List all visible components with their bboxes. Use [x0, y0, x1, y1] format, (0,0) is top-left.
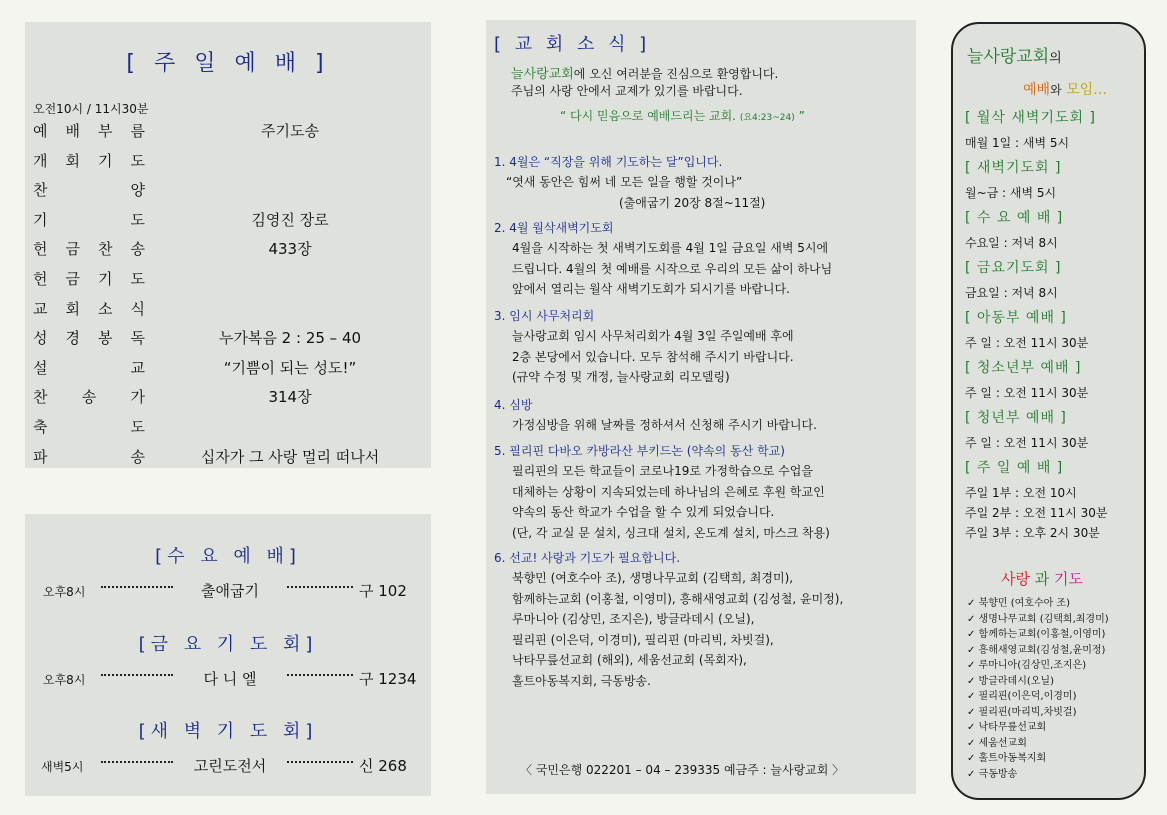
midweek-row [25, 580, 431, 602]
schedule-section-title: [ 수 요 예 배 ] [965, 210, 1064, 226]
order-row [33, 357, 423, 385]
news-item-line: (출애굽기 20장 8절~11절) [619, 195, 766, 210]
prayer-list-item: ✓ 필리핀(이은덕,이경미) [967, 691, 1077, 702]
midweek-book: 고린도전서 [193, 757, 267, 775]
news-item-line: 2층 본당에서 있습니다. 모두 참석해 주시기 바랍니다. [512, 349, 794, 364]
schedule-section-title: [ 월삭 새벽기도회 ] [965, 110, 1096, 126]
prayer-list-item: ✓ 생명나무교회 (김택희,최경미) [967, 613, 1109, 625]
dotted-leader [101, 586, 173, 590]
midweek-time: 오후8시 [43, 585, 86, 599]
prayer-list-item: ✓ 흥해새영교회(김성철,윤미정) [967, 644, 1106, 656]
order-value: 314장 [268, 388, 312, 407]
schedule-time: 수요일 : 저녁 8시 [965, 236, 1058, 250]
dotted-leader [101, 674, 173, 678]
order-value: 십자가 그 사랑 멀리 떠나서 [200, 447, 380, 466]
news-item-line: 함께하는교회 (이홍철, 이영미), 흥해새영교회 (김성철, 윤미정), [512, 591, 844, 606]
prayer-list-item: ✓ 홀트아동복지회 [967, 753, 1047, 764]
news-item-heading: 1. 4월은 “직장을 위해 기도하는 달”입니다. [494, 155, 723, 169]
prayer-heading: 사랑 과 기도 [1001, 570, 1084, 588]
order-row [33, 238, 423, 266]
schedule-section-title: [ 청년부 예배 ] [965, 410, 1067, 426]
schedule-time: 주일 1부 : 오전 10시 [965, 486, 1077, 500]
news-item-line: 홀트아동복지회, 극동방송. [512, 673, 651, 688]
order-label: 개 회 기 도 [33, 151, 145, 170]
welcome-line-2: 주님의 사랑 안에서 교제가 있기를 바랍니다. [511, 84, 743, 98]
schedule-time: 주 일 : 오전 11시 30분 [965, 436, 1089, 450]
order-row [33, 446, 423, 474]
sidebar-heading: 늘사랑교회의 [967, 47, 1062, 67]
order-label: 헌 금 찬 송 [33, 240, 145, 259]
order-value: 433장 [268, 240, 312, 259]
church-news-title: [ 교 회 소 식 ] [494, 34, 651, 55]
news-item-heading: 2. 4월 월삭새벽기도회 [494, 221, 614, 235]
dotted-leader [287, 674, 353, 678]
news-item-line: 대체하는 상황이 지속되었는데 하나님의 은혜로 후원 학교인 [512, 484, 825, 499]
midweek-book: 다 니 엘 [203, 670, 257, 688]
news-item-line: 4월을 시작하는 첫 새벽기도회를 4월 1일 금요일 새벽 5시에 [512, 241, 829, 255]
schedule-time: 주일 3부 : 오후 2시 30분 [965, 526, 1100, 540]
order-row [33, 298, 423, 326]
news-item-heading: 5. 필리핀 다바오 카방라산 부키드논 (약속의 동산 학교) [494, 444, 785, 458]
news-item-line: 드립니다. 4월의 첫 예배를 시작으로 우리의 모든 삶이 하나님 [512, 261, 833, 276]
news-item-line: 낙타무릎선교회 (해외), 세움선교회 (목회자), [512, 653, 747, 667]
church-news-panel [486, 20, 916, 794]
order-row [33, 120, 423, 148]
sunday-worship-title: [ 주 일 예 배 ] [126, 51, 330, 76]
midweek-row [25, 668, 431, 690]
news-item [494, 442, 910, 540]
prayer-list-item: ✓ 낙타무릎선교회 [967, 722, 1047, 733]
news-item-line: 필리핀 (이은덕, 이경미), 필리핀 (마리빅, 차빗걸), [512, 632, 774, 647]
news-item [494, 549, 910, 688]
prayer-list-item: ✓ 북향민 (여호수아 조) [967, 598, 1070, 609]
news-item-line: 앞에서 열리는 월삭 새벽기도회가 되시기를 바랍니다. [512, 282, 790, 296]
order-label: 성 경 봉 독 [33, 329, 145, 348]
news-item-heading: 6. 선교! 사랑과 기도가 필요합니다. [494, 551, 681, 565]
order-value: 김영진 장로 [251, 210, 329, 229]
order-label: 축 도 [33, 418, 145, 436]
dotted-leader [287, 761, 353, 765]
schedule-time: 주일 2부 : 오전 11시 30분 [965, 506, 1108, 520]
schedule-time: 주 일 : 오전 11시 30분 [965, 386, 1089, 400]
order-value: 누가복음 2 : 25 – 40 [218, 329, 362, 348]
order-row [33, 386, 423, 414]
order-label: 헌 금 기 도 [33, 270, 145, 288]
prayer-list-item: ✓ 함께하는교회(이홍철,이영미) [967, 629, 1106, 640]
midweek-book: 출애굽기 [201, 582, 259, 600]
news-item-line: (규약 수정 및 개정, 늘사랑교회 리모델링) [512, 370, 730, 384]
news-item-line: “엿새 동안은 힘써 네 모든 일을 행할 것이나” [506, 175, 743, 189]
news-item-line: 루마니아 (김상민, 조지은), 방글라데시 (오닐), [512, 612, 755, 626]
order-label: 찬 양 [33, 181, 145, 200]
schedule-time: 주 일 : 오전 11시 30분 [965, 336, 1089, 350]
welcome-line-1: 늘사랑교회에 오신 여러분을 진심으로 환영합니다. [511, 67, 779, 82]
order-label: 예 배 부 름 [33, 122, 145, 140]
midweek-time: 새벽5시 [41, 760, 84, 774]
order-row [33, 327, 423, 355]
midweek-reference: 구 102 [359, 582, 407, 600]
news-item-line: 늘사랑교회 임시 사무처리회가 4월 3일 주일예배 후에 [512, 329, 794, 343]
order-row [33, 179, 423, 207]
schedule-time: 매월 1일 : 새벽 5시 [965, 136, 1070, 150]
order-row [33, 268, 423, 296]
news-item [494, 153, 910, 210]
midweek-row [25, 755, 431, 777]
sidebar-subheading: 예배와 모임… [1023, 82, 1108, 98]
church-name: 늘사랑교회 [511, 67, 574, 82]
news-item [494, 219, 910, 296]
midweek-title: [새 벽 기 도 회] [138, 721, 318, 742]
news-item-line: 필리핀의 모든 학교들이 코로나19로 가정학습으로 수업을 [512, 464, 813, 478]
midweek-time: 오후8시 [43, 673, 86, 687]
prayer-list-item: ✓ 필리핀(마리빅,차빗걸) [967, 706, 1077, 718]
order-value: “기쁨이 되는 성도!” [223, 358, 357, 377]
church-motto: “ 다시 믿음으로 예배드리는 교회. (요4:23~24) ” [560, 109, 805, 123]
midweek-title: [금 요 기 도 회] [138, 634, 318, 655]
news-item-line: 북향민 (여호수아 조), 생명나무교회 (김택희, 최경미), [512, 571, 794, 585]
schedule-section-title: [ 주 일 예 배 ] [965, 460, 1064, 476]
order-label: 교 회 소 식 [33, 299, 145, 318]
schedule-section-title: [ 청소년부 예배 ] [965, 360, 1082, 376]
order-label: 기 도 [33, 210, 145, 229]
sunday-worship-panel [25, 22, 431, 468]
news-item-line: 가정심방을 위해 날짜를 정하셔서 신청해 주시기 바랍니다. [512, 418, 817, 432]
news-item [494, 307, 910, 384]
order-label: 찬 송 가 [33, 388, 145, 407]
prayer-list-item: ✓ 극동방송 [967, 768, 1018, 780]
schedule-sidebar [951, 22, 1146, 800]
order-row [33, 150, 423, 178]
news-item-heading: 4. 심방 [494, 398, 533, 412]
midweek-services-panel [25, 514, 431, 796]
midweek-reference: 신 268 [359, 757, 407, 775]
news-item-heading: 3. 임시 사무처리회 [494, 309, 595, 323]
sunday-worship-time: 오전10시 / 11시30분 [33, 102, 149, 116]
order-value: 주기도송 [261, 122, 319, 140]
prayer-list-item: ✓ 세움선교회 [967, 737, 1027, 749]
news-item-line: (단, 각 교실 문 설치, 싱크대 설치, 온도계 설치, 마스크 착용) [512, 525, 830, 540]
schedule-time: 금요일 : 저녁 8시 [965, 286, 1058, 300]
dotted-leader [101, 761, 173, 765]
prayer-list-item: ✓ 루마니아(김상민,조지은) [967, 660, 1087, 671]
midweek-reference: 구 1234 [359, 670, 417, 688]
order-row [33, 416, 423, 444]
dotted-leader [287, 586, 353, 590]
schedule-section-title: [ 아동부 예배 ] [965, 310, 1067, 326]
midweek-title: [수 요 예 배] [155, 546, 301, 567]
order-row [33, 209, 423, 237]
schedule-time: 월~금 : 새벽 5시 [965, 186, 1057, 200]
news-item [494, 396, 910, 432]
schedule-section-title: [ 새벽기도회 ] [965, 160, 1062, 176]
prayer-list-item: ✓ 방글라데시(오닐) [967, 675, 1054, 687]
order-label: 설 교 [33, 358, 145, 377]
bank-account: 〈 국민은행 022201 – 04 – 239335 예금주 : 늘사랑교회 〉 [520, 763, 845, 777]
order-label: 파 송 [33, 447, 145, 466]
news-item-line: 약속의 동산 학교가 수업을 할 수 있게 되었습니다. [512, 505, 775, 519]
schedule-section-title: [ 금요기도회 ] [965, 260, 1062, 276]
